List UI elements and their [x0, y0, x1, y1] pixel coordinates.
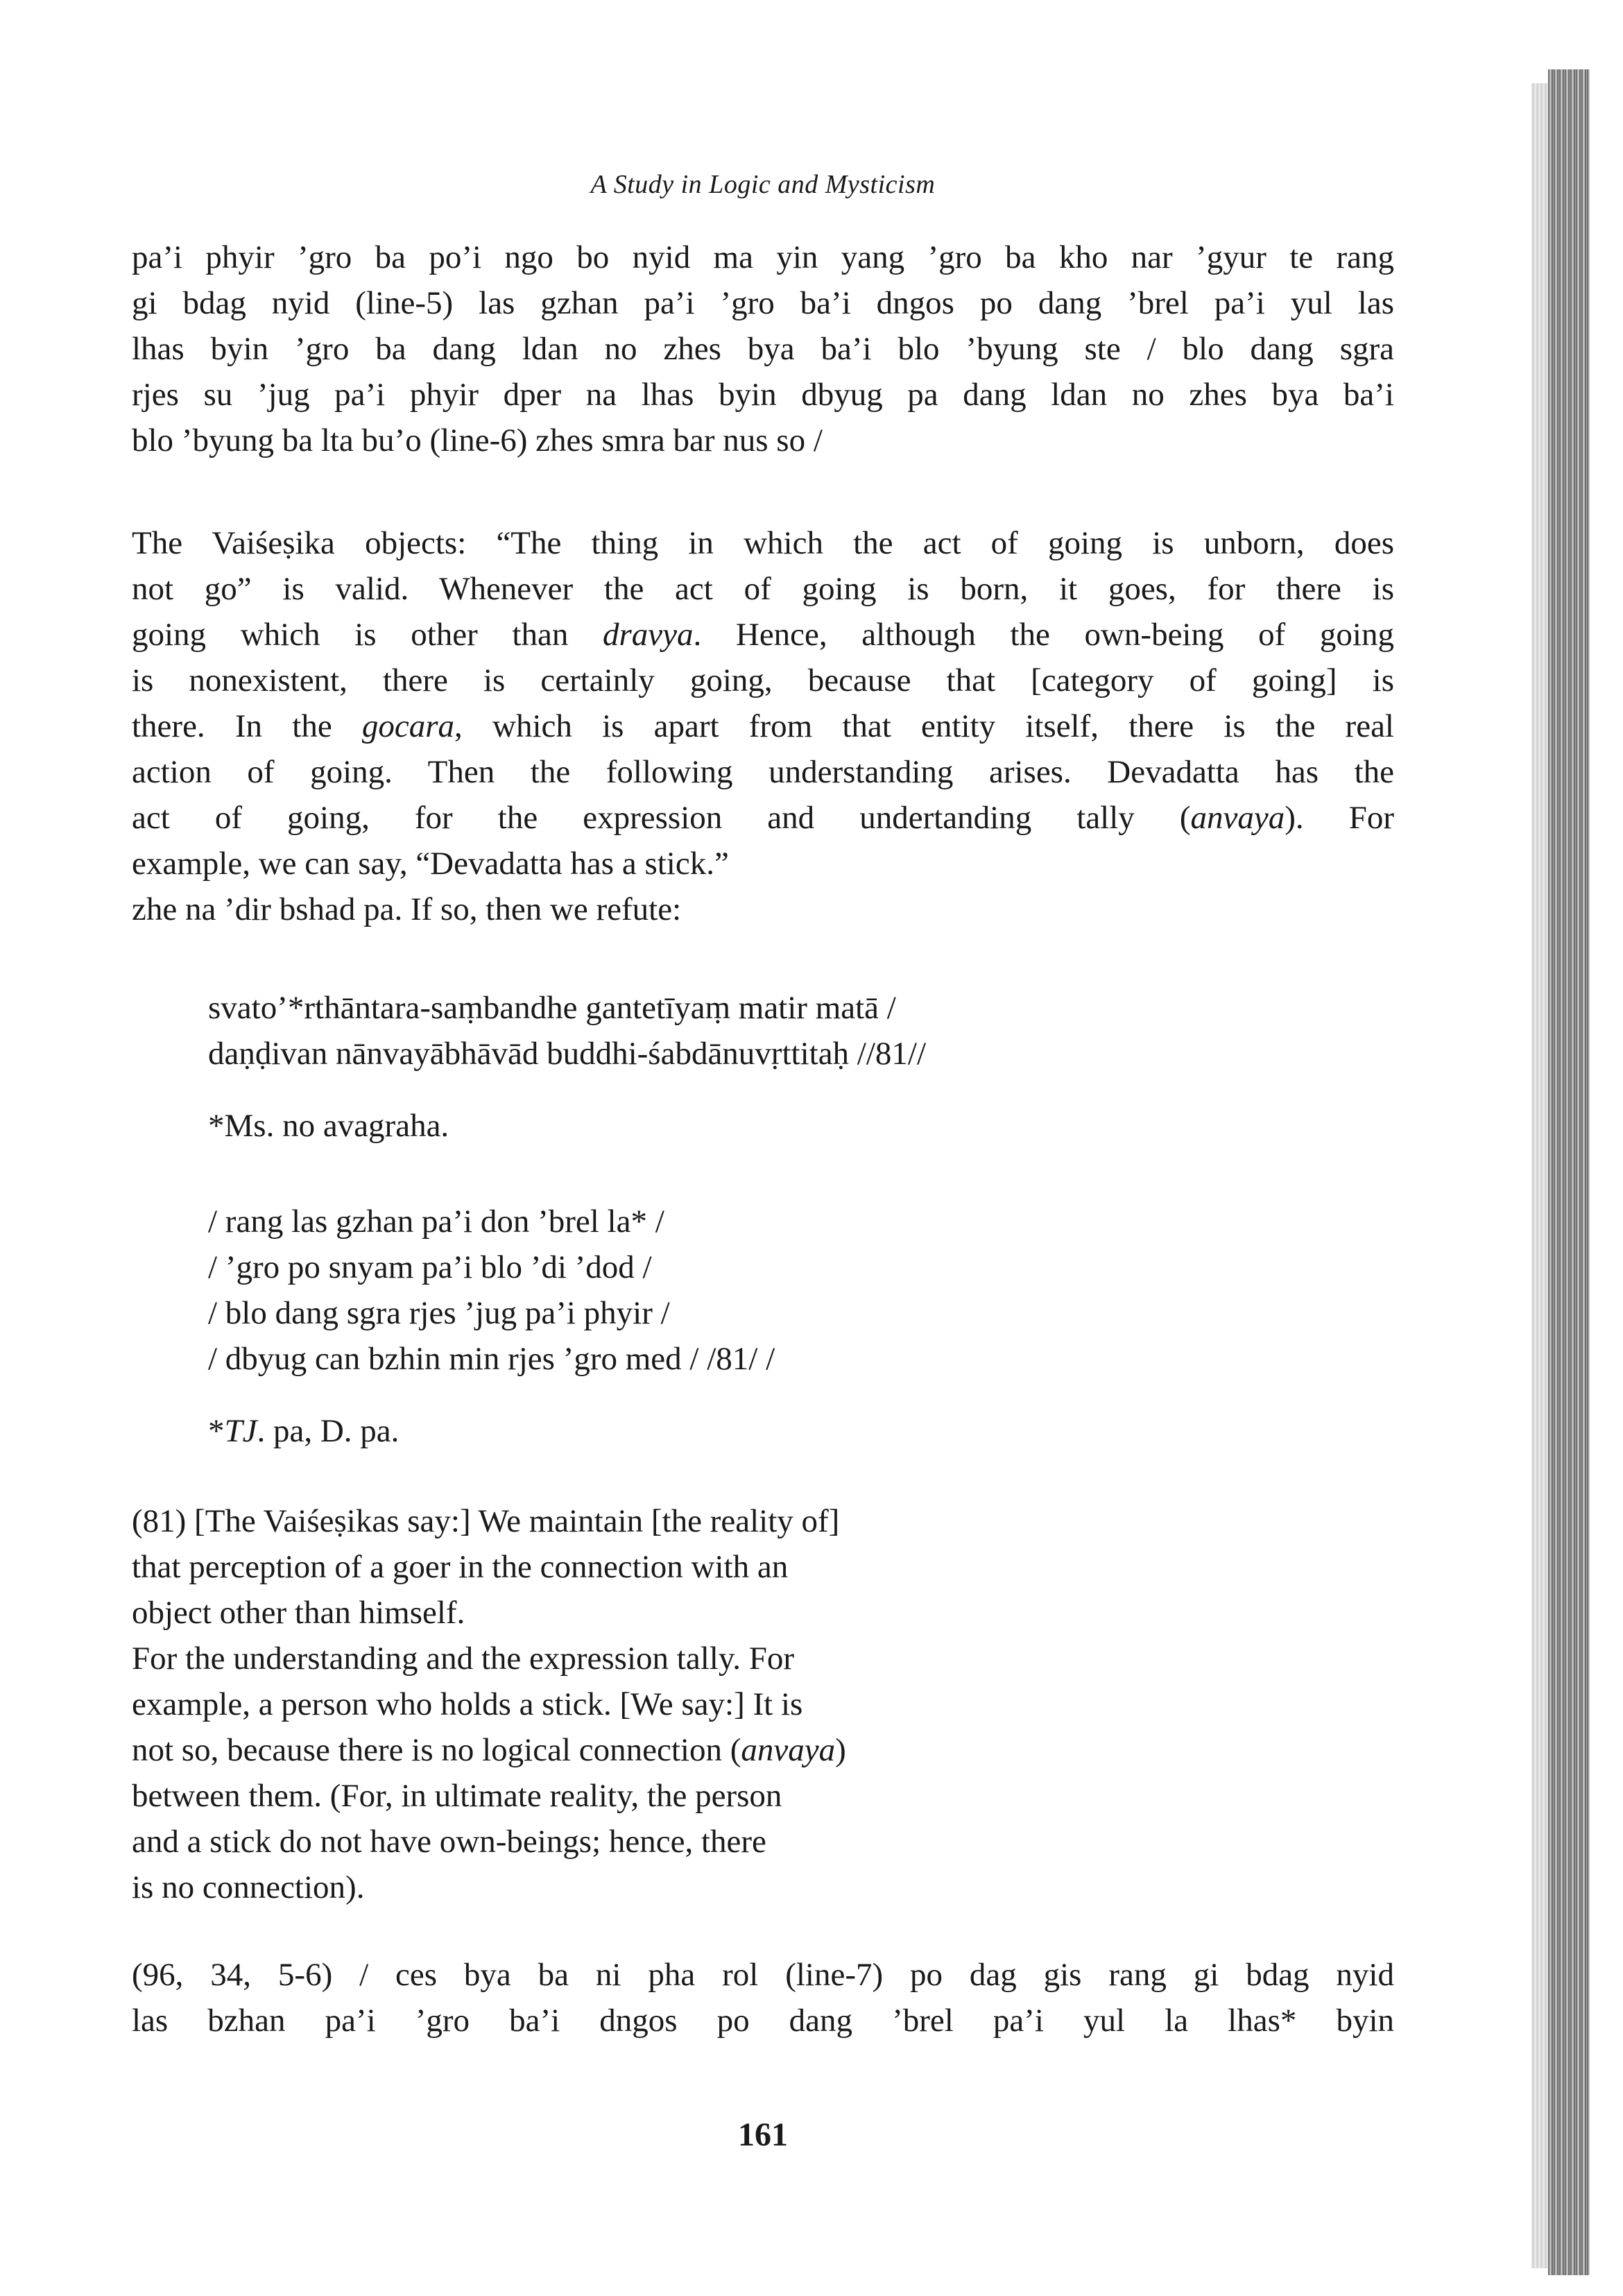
text-line: act of going, for the expression and undertanding tally (anvaya). For	[132, 800, 1394, 836]
verse-line: / dbyug can bzhin min rjes ’gro med / /81/ /	[208, 1341, 775, 1377]
translation-paragraph	[132, 1498, 846, 1910]
text-line: las bzhan pa’i ’gro ba’i dngos po dang ’brel pa’i yul la lhas* byin	[132, 2003, 1394, 2039]
running-title: A Study in Logic and Mysticism	[590, 170, 936, 199]
text-line: is no connection).	[132, 1869, 365, 1905]
verse-line: / rang las gzhan pa’i don ’brel la* /	[208, 1203, 664, 1240]
tibetan-verse	[208, 1199, 775, 1382]
text-line: between them. (For, in ultimate reality, the person	[132, 1778, 782, 1814]
commentary-paragraph	[132, 1952, 1394, 2044]
tibetan-intro-paragraph	[132, 234, 1394, 463]
verse-line: / ’gro po snyam pa’i blo ’di ’dod /	[208, 1249, 652, 1285]
english-objection-paragraph	[132, 520, 1394, 932]
text-line: example, we can say, “Devadatta has a stick.”	[132, 846, 729, 882]
verse-line: / blo dang sgra rjes ’jug pa’i phyir /	[208, 1295, 670, 1331]
book-spine-edge	[1548, 69, 1590, 2275]
text-line: example, a person who holds a stick. [We say:] It is	[132, 1686, 803, 1722]
text-line: lhas byin ’gro ba dang ldan no zhes bya ba’i blo ’byung ste / blo dang sgra	[132, 331, 1394, 367]
text-line: pa’i phyir ’gro ba po’i ngo bo nyid ma yin yang ’gro ba kho nar ’gyur te rang	[132, 239, 1394, 275]
text-line: going which is other than dravya. Hence, although the own-being of going	[132, 617, 1394, 653]
sanskrit-verse	[208, 985, 926, 1077]
text-line: blo ’byung ba lta bu’o (line-6) zhes smra bar nus so /	[132, 422, 823, 459]
text-line: not so, because there is no logical connection (anvaya)	[132, 1732, 846, 1768]
text-line	[132, 566, 1394, 612]
text-line: (96, 34, 5-6) / ces bya ba ni pha rol (line-7) po dag gis rang gi bdag nyid	[132, 1957, 1394, 1993]
refute-line: zhe na ’dir bshad pa. If so, then we refute:	[132, 891, 682, 927]
text-line: that perception of a goer in the connection with an	[132, 1549, 789, 1585]
text-line: gi bdag nyid (line-5) las gzhan pa’i ’gro ba’i dngos po dang ’brel pa’i yul las	[132, 285, 1394, 321]
text-line: is nonexistent, there is certainly going, because that [category of going] is	[132, 662, 1394, 699]
tibetan-footnote: *TJ. pa, D. pa.	[208, 1413, 400, 1449]
verse-line: svato’*rthāntara-saṃbandhe gantetīyaṃ matir matā /	[208, 990, 896, 1026]
text-line: and a stick do not have own-beings; hence, there	[132, 1824, 766, 1860]
verse-line: daṇḍivan nānvayābhāvād buddhi-śabdānuvṛttitaḥ //81//	[208, 1036, 927, 1072]
text-line: action of going. Then the following understanding arises. Devadatta has the	[132, 754, 1394, 790]
text-line-content: not go” is valid. Whenever the act of going is born, it goes, for there is	[132, 571, 1394, 607]
text-line: The Vaiśeṣika objects: “The thing in which the act of going is unborn, does	[132, 525, 1394, 561]
page-edge-shadow	[1531, 83, 1548, 2268]
text-line: there. In the gocara, which is apart from that entity itself, there is the real	[132, 708, 1394, 744]
text-line: rjes su ’jug pa’i phyir dper na lhas byin dbyug pa dang ldan no zhes bya ba’i	[132, 377, 1394, 413]
sanskrit-footnote: *Ms. no avagraha.	[208, 1108, 449, 1144]
text-line: object other than himself.	[132, 1595, 465, 1631]
page-number: 161	[738, 2116, 788, 2153]
text-line: (81) [The Vaiśeṣikas say:] We maintain [the reality of]	[132, 1503, 840, 1539]
text-line: For the understanding and the expression tally. For	[132, 1640, 795, 1677]
